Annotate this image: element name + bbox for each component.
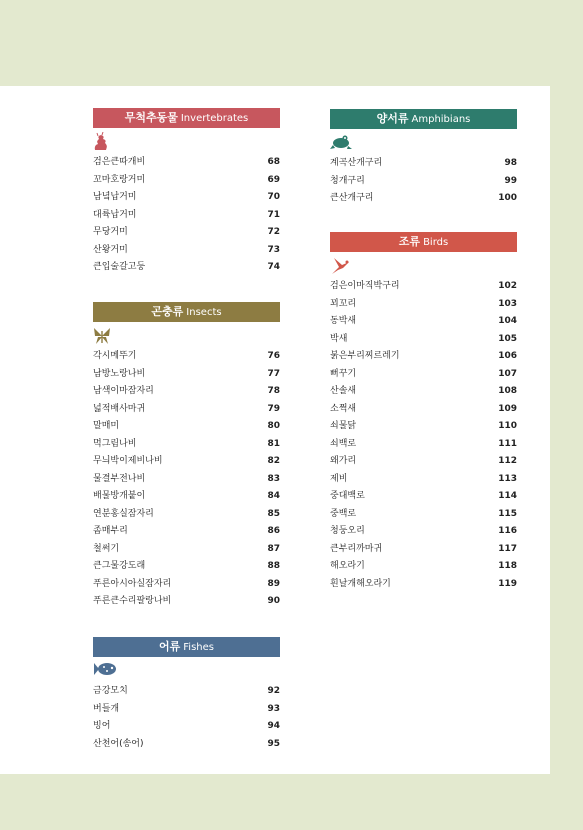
entry-name: 좀매부리 xyxy=(93,526,128,536)
section-title-ko: 무척추동물 xyxy=(124,111,178,124)
entry-page-number: 82 xyxy=(267,456,280,466)
list-item xyxy=(93,436,280,454)
list-item xyxy=(330,558,517,576)
entry-page-number: 99 xyxy=(504,175,517,186)
section-title-ko: 곤충류 xyxy=(151,305,184,318)
entry-name: 검은큰따개비 xyxy=(93,157,146,167)
entry-page-number: 93 xyxy=(267,703,280,714)
list-item xyxy=(93,683,280,701)
list-item xyxy=(330,401,517,419)
list-item xyxy=(330,488,517,506)
entry-page-number: 102 xyxy=(498,281,517,291)
entry-list xyxy=(93,683,280,753)
list-item xyxy=(93,471,280,489)
entry-page-number: 85 xyxy=(267,508,280,519)
list-item xyxy=(330,541,517,559)
entry-name: 왜가리 xyxy=(330,456,357,466)
entry-name: 산천어(송어) xyxy=(93,738,144,749)
list-item xyxy=(93,576,280,594)
section-birds xyxy=(330,232,517,593)
entry-page-number: 94 xyxy=(267,721,280,731)
list-item xyxy=(93,488,280,506)
entry-page-number: 104 xyxy=(498,316,517,326)
entry-page-number: 103 xyxy=(498,298,517,309)
list-item xyxy=(93,418,280,436)
entry-list xyxy=(93,348,280,611)
list-item xyxy=(93,259,280,277)
entry-page-number: 107 xyxy=(498,368,517,379)
list-item xyxy=(93,189,280,207)
entry-page-number: 106 xyxy=(498,351,517,361)
list-item xyxy=(93,736,280,754)
entry-page-number: 69 xyxy=(267,174,280,185)
list-item xyxy=(93,506,280,524)
entry-page-number: 114 xyxy=(498,491,517,501)
frog-icon xyxy=(330,133,517,155)
list-item xyxy=(93,224,280,242)
section-invertebrates xyxy=(93,108,280,277)
entry-name: 쇠물닭 xyxy=(330,421,357,431)
entry-page-number: 108 xyxy=(498,386,517,396)
list-item xyxy=(93,701,280,719)
entry-page-number: 84 xyxy=(267,491,280,501)
section-title-en: Birds xyxy=(423,237,449,248)
entry-page-number: 87 xyxy=(267,543,280,554)
entry-name: 푸른아시아실잠자리 xyxy=(93,578,172,589)
entry-name: 소쩍새 xyxy=(330,403,357,414)
list-item xyxy=(93,558,280,576)
entry-page-number: 115 xyxy=(498,508,517,519)
entry-name: 큰입술갈고둥 xyxy=(93,262,146,272)
entry-page-number: 73 xyxy=(267,244,280,255)
entry-name: 뻐꾸기 xyxy=(330,368,357,379)
list-item xyxy=(93,154,280,172)
entry-name: 큰산개구리 xyxy=(330,193,374,203)
entry-name: 검은이마직박구리 xyxy=(330,281,400,291)
entry-list xyxy=(330,278,517,593)
fish-icon xyxy=(93,661,280,683)
entry-name: 물결부전나비 xyxy=(93,473,146,484)
section-banner xyxy=(330,232,517,252)
entry-name: 남방노랑나비 xyxy=(93,368,146,379)
entry-page-number: 98 xyxy=(504,158,517,168)
entry-name: 넓적배사마귀 xyxy=(93,403,146,414)
entry-name: 청개구리 xyxy=(330,175,365,186)
list-item xyxy=(330,313,517,331)
section-title-en: Insects xyxy=(186,307,222,318)
list-item xyxy=(330,523,517,541)
section-amphibians xyxy=(330,109,517,208)
section-title-ko: 어류 xyxy=(159,640,181,653)
entry-name: 붉은부리찌르레기 xyxy=(330,351,400,361)
entry-page-number: 112 xyxy=(498,456,517,466)
entry-page-number: 74 xyxy=(267,262,280,272)
entry-name: 산왕거미 xyxy=(93,244,128,255)
entry-name: 청둥오리 xyxy=(330,526,365,536)
entry-name: 남색이마잠자리 xyxy=(93,386,154,396)
entry-name: 박새 xyxy=(330,333,348,344)
entry-page-number: 109 xyxy=(498,403,517,414)
entry-name: 동박새 xyxy=(330,316,357,326)
entry-name: 버들개 xyxy=(93,703,120,714)
list-item xyxy=(330,278,517,296)
entry-page-number: 117 xyxy=(498,543,517,554)
list-item xyxy=(93,383,280,401)
entry-page-number: 100 xyxy=(498,193,517,203)
entry-page-number: 71 xyxy=(267,209,280,220)
list-item xyxy=(330,173,517,191)
list-item xyxy=(93,348,280,366)
entry-page-number: 79 xyxy=(267,403,280,414)
entry-page-number: 90 xyxy=(267,596,280,606)
entry-name: 큰그물강도래 xyxy=(93,561,146,571)
entry-page-number: 88 xyxy=(267,561,280,571)
list-item xyxy=(93,453,280,471)
list-item xyxy=(330,471,517,489)
entry-list xyxy=(330,155,517,208)
entry-page-number: 110 xyxy=(498,421,517,431)
entry-name: 중백로 xyxy=(330,508,357,519)
entry-name: 남녘납거미 xyxy=(93,192,137,202)
entry-name: 꾀꼬리 xyxy=(330,298,357,309)
list-item xyxy=(93,718,280,736)
butterfly-icon xyxy=(93,326,280,348)
list-item xyxy=(93,207,280,225)
list-item xyxy=(330,418,517,436)
section-title-en: Fishes xyxy=(183,642,214,653)
list-item xyxy=(93,242,280,260)
entry-page-number: 83 xyxy=(267,473,280,484)
entry-page-number: 89 xyxy=(267,578,280,589)
entry-page-number: 77 xyxy=(267,368,280,379)
entry-name: 먹그림나비 xyxy=(93,438,137,449)
entry-name: 해오라기 xyxy=(330,561,365,571)
list-item xyxy=(330,506,517,524)
snail-icon xyxy=(93,132,280,154)
list-item xyxy=(93,366,280,384)
entry-page-number: 119 xyxy=(498,578,517,589)
list-item xyxy=(93,172,280,190)
entry-list xyxy=(93,154,280,277)
entry-name: 빙어 xyxy=(93,721,111,731)
entry-name: 연분홍실잠자리 xyxy=(93,508,154,519)
entry-page-number: 113 xyxy=(498,473,517,484)
entry-page-number: 86 xyxy=(267,526,280,536)
entry-page-number: 78 xyxy=(267,386,280,396)
entry-page-number: 81 xyxy=(267,438,280,449)
list-item xyxy=(330,296,517,314)
list-item xyxy=(93,541,280,559)
list-item xyxy=(330,331,517,349)
entry-name: 무당거미 xyxy=(93,227,128,237)
entry-name: 흰날개해오라기 xyxy=(330,578,391,589)
list-item xyxy=(330,576,517,594)
entry-name: 꼬마호랑거미 xyxy=(93,174,146,185)
section-insects xyxy=(93,302,280,611)
entry-name: 산솔새 xyxy=(330,386,357,396)
list-item xyxy=(330,436,517,454)
bird-icon xyxy=(330,256,517,278)
list-item xyxy=(330,383,517,401)
section-banner xyxy=(93,302,280,322)
entry-page-number: 68 xyxy=(267,157,280,167)
list-item xyxy=(330,453,517,471)
entry-name: 중대백로 xyxy=(330,491,365,501)
entry-page-number: 72 xyxy=(267,227,280,237)
entry-page-number: 111 xyxy=(498,438,517,449)
section-title-en: Invertebrates xyxy=(180,113,249,124)
section-banner xyxy=(330,109,517,129)
list-item xyxy=(330,190,517,208)
section-title-ko: 양서류 xyxy=(376,112,409,125)
entry-page-number: 76 xyxy=(267,351,280,361)
section-fishes xyxy=(93,637,280,753)
list-item xyxy=(330,366,517,384)
entry-page-number: 80 xyxy=(267,421,280,431)
list-item xyxy=(93,523,280,541)
entry-page-number: 116 xyxy=(498,526,517,536)
entry-name: 배물방개붙이 xyxy=(93,491,146,501)
entry-name: 쇠백로 xyxy=(330,438,357,449)
entry-name: 말매미 xyxy=(93,421,120,431)
list-item xyxy=(330,155,517,173)
entry-name: 각시메뚜기 xyxy=(93,351,137,361)
section-title-en: Amphibians xyxy=(411,114,471,125)
section-banner xyxy=(93,108,280,128)
entry-name: 푸른큰수리팔랑나비 xyxy=(93,596,172,606)
entry-page-number: 105 xyxy=(498,333,517,344)
entry-name: 계곡산개구리 xyxy=(330,158,383,168)
page xyxy=(0,86,550,774)
entry-name: 금강모치 xyxy=(93,686,128,696)
entry-name: 대륙납거미 xyxy=(93,209,137,220)
entry-name: 철써기 xyxy=(93,543,120,554)
list-item xyxy=(93,593,280,611)
list-item xyxy=(93,401,280,419)
entry-page-number: 118 xyxy=(498,561,517,571)
entry-name: 제비 xyxy=(330,473,348,484)
section-title-ko: 조류 xyxy=(398,235,421,248)
entry-name: 무늬박이제비나비 xyxy=(93,456,163,466)
entry-page-number: 95 xyxy=(267,738,280,749)
entry-name: 큰부리까마귀 xyxy=(330,543,383,554)
entry-page-number: 92 xyxy=(267,686,280,696)
list-item xyxy=(330,348,517,366)
section-banner xyxy=(93,637,280,657)
entry-page-number: 70 xyxy=(267,192,280,202)
